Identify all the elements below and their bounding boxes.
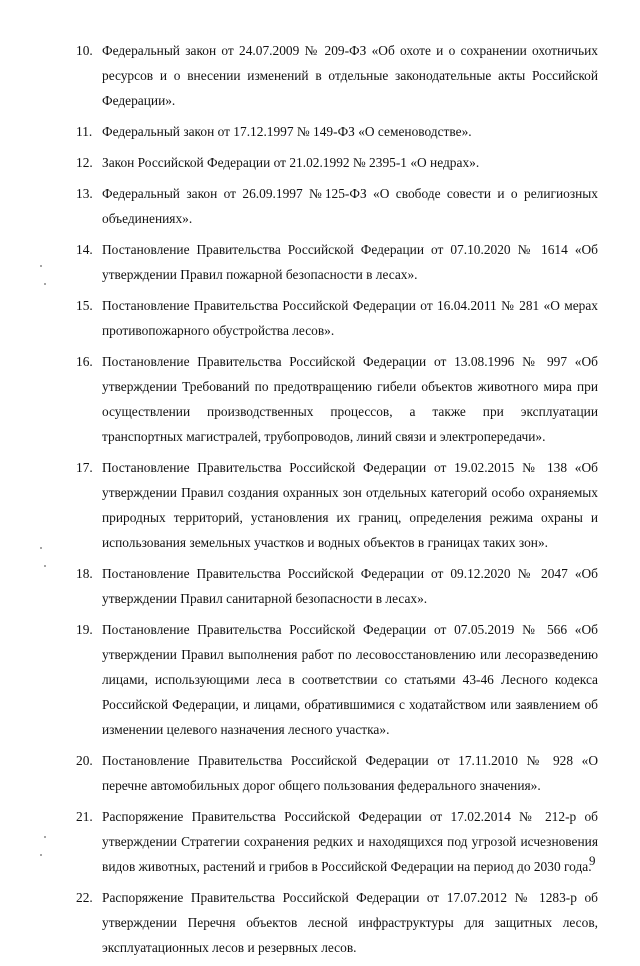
- item-number: 13.: [76, 186, 93, 201]
- list-item: [76, 181, 598, 231]
- list-item: [76, 748, 598, 798]
- page-number: 9: [589, 853, 596, 868]
- item-number: 12.: [76, 155, 93, 170]
- item-number: 11.: [76, 124, 93, 139]
- list-item: [76, 237, 598, 287]
- scan-speck: [40, 854, 42, 856]
- scan-speck: [44, 283, 46, 285]
- list-item: [76, 561, 598, 611]
- item-number: 21.: [76, 809, 93, 824]
- list-item: [76, 119, 598, 144]
- item-text: Постановление Правительства Российской Федерации от 07.05.2019 № 566 «Об утверждении Правил выполнения работ по лесовосстановлению или лесоразведению лицами, использующими леса в соответствии со статьями 43-46 Лесного кодекса Российской Федерации, и лицами, обратившимися с ходатайством или заявлением об изменении целевого назначения лесного участка».: [102, 622, 598, 737]
- scan-speck: [40, 547, 42, 549]
- item-text: Федеральный закон от 24.07.2009 № 209-ФЗ «Об охоте и о сохранении охотничьих ресурсов и о внесении изменений в отдельные законодательные акты Российской Федерации».: [102, 43, 598, 108]
- item-text: Закон Российской Федерации от 21.02.1992 № 2395-1 «О недрах».: [102, 155, 480, 170]
- list-item: [76, 293, 598, 343]
- item-text: Федеральный закон от 26.09.1997 №125-ФЗ «О свободе совести и о религиозных объединениях».: [102, 186, 598, 226]
- item-number: 19.: [76, 622, 93, 637]
- list-item: [76, 455, 598, 555]
- item-number: 10.: [76, 43, 93, 58]
- item-number: 18.: [76, 566, 93, 581]
- scan-speck: [40, 265, 42, 267]
- list-item: [76, 349, 598, 449]
- item-text: Постановление Правительства Российской Федерации от 13.08.1996 № 997 «Об утверждении Требований по предотвращению гибели объектов животного мира при осуществлении производственных процессов, а также при эксплуатации транспортных магистралей, трубопроводов, линий связи и электропередачи».: [102, 354, 598, 444]
- item-text: Постановление Правительства Российской Федерации от 09.12.2020 № 2047 «Об утверждении Правил санитарной безопасности в лесах».: [102, 566, 598, 606]
- item-text: Распоряжение Правительства Российской Федерации от 17.07.2012 № 1283-р об утверждении Перечня объектов лесной инфраструктуры для защитных лесов, эксплуатационных лесов и резервных лесов.: [102, 890, 598, 955]
- legal-acts-list: [76, 38, 598, 966]
- scan-speck: [44, 565, 46, 567]
- list-item: [76, 38, 598, 113]
- item-text: Постановление Правительства Российской Федерации от 07.10.2020 № 1614 «Об утверждении Правил пожарной безопасности в лесах».: [102, 242, 598, 282]
- item-text: Постановление Правительства Российской Федерации от 17.11.2010 № 928 «О перечне автомобильных дорог общего пользования федерального значения».: [102, 753, 598, 793]
- list-item: [76, 617, 598, 742]
- item-number: 20.: [76, 753, 93, 768]
- item-text: Постановление Правительства Российской Федерации от 19.02.2015 № 138 «Об утверждении Правил создания охранных зон отдельных категорий особо охраняемых природных территорий, установления их границ, определения режима охраны и использования земельных участков и водных объектов в границах таких зон».: [102, 460, 598, 550]
- item-number: 16.: [76, 354, 93, 369]
- list-item: [76, 804, 598, 879]
- item-text: Федеральный закон от 17.12.1997 № 149-ФЗ «О семеноводстве».: [102, 124, 472, 139]
- list-item: [76, 150, 598, 175]
- item-text: Распоряжение Правительства Российской Федерации от 17.02.2014 № 212-р об утверждении Стратегии сохранения редких и находящихся под угрозой исчезновения видов животных, растений и грибов в Российской Федерации на период до 2030 года.: [102, 809, 598, 874]
- item-number: 22.: [76, 890, 93, 905]
- item-number: 14.: [76, 242, 93, 257]
- item-number: 17.: [76, 460, 93, 475]
- item-number: 15.: [76, 298, 93, 313]
- item-text: Постановление Правительства Российской Федерации от 16.04.2011 № 281 «О мерах противопожарного обустройства лесов».: [102, 298, 598, 338]
- scan-speck: [44, 836, 46, 838]
- list-item: [76, 885, 598, 960]
